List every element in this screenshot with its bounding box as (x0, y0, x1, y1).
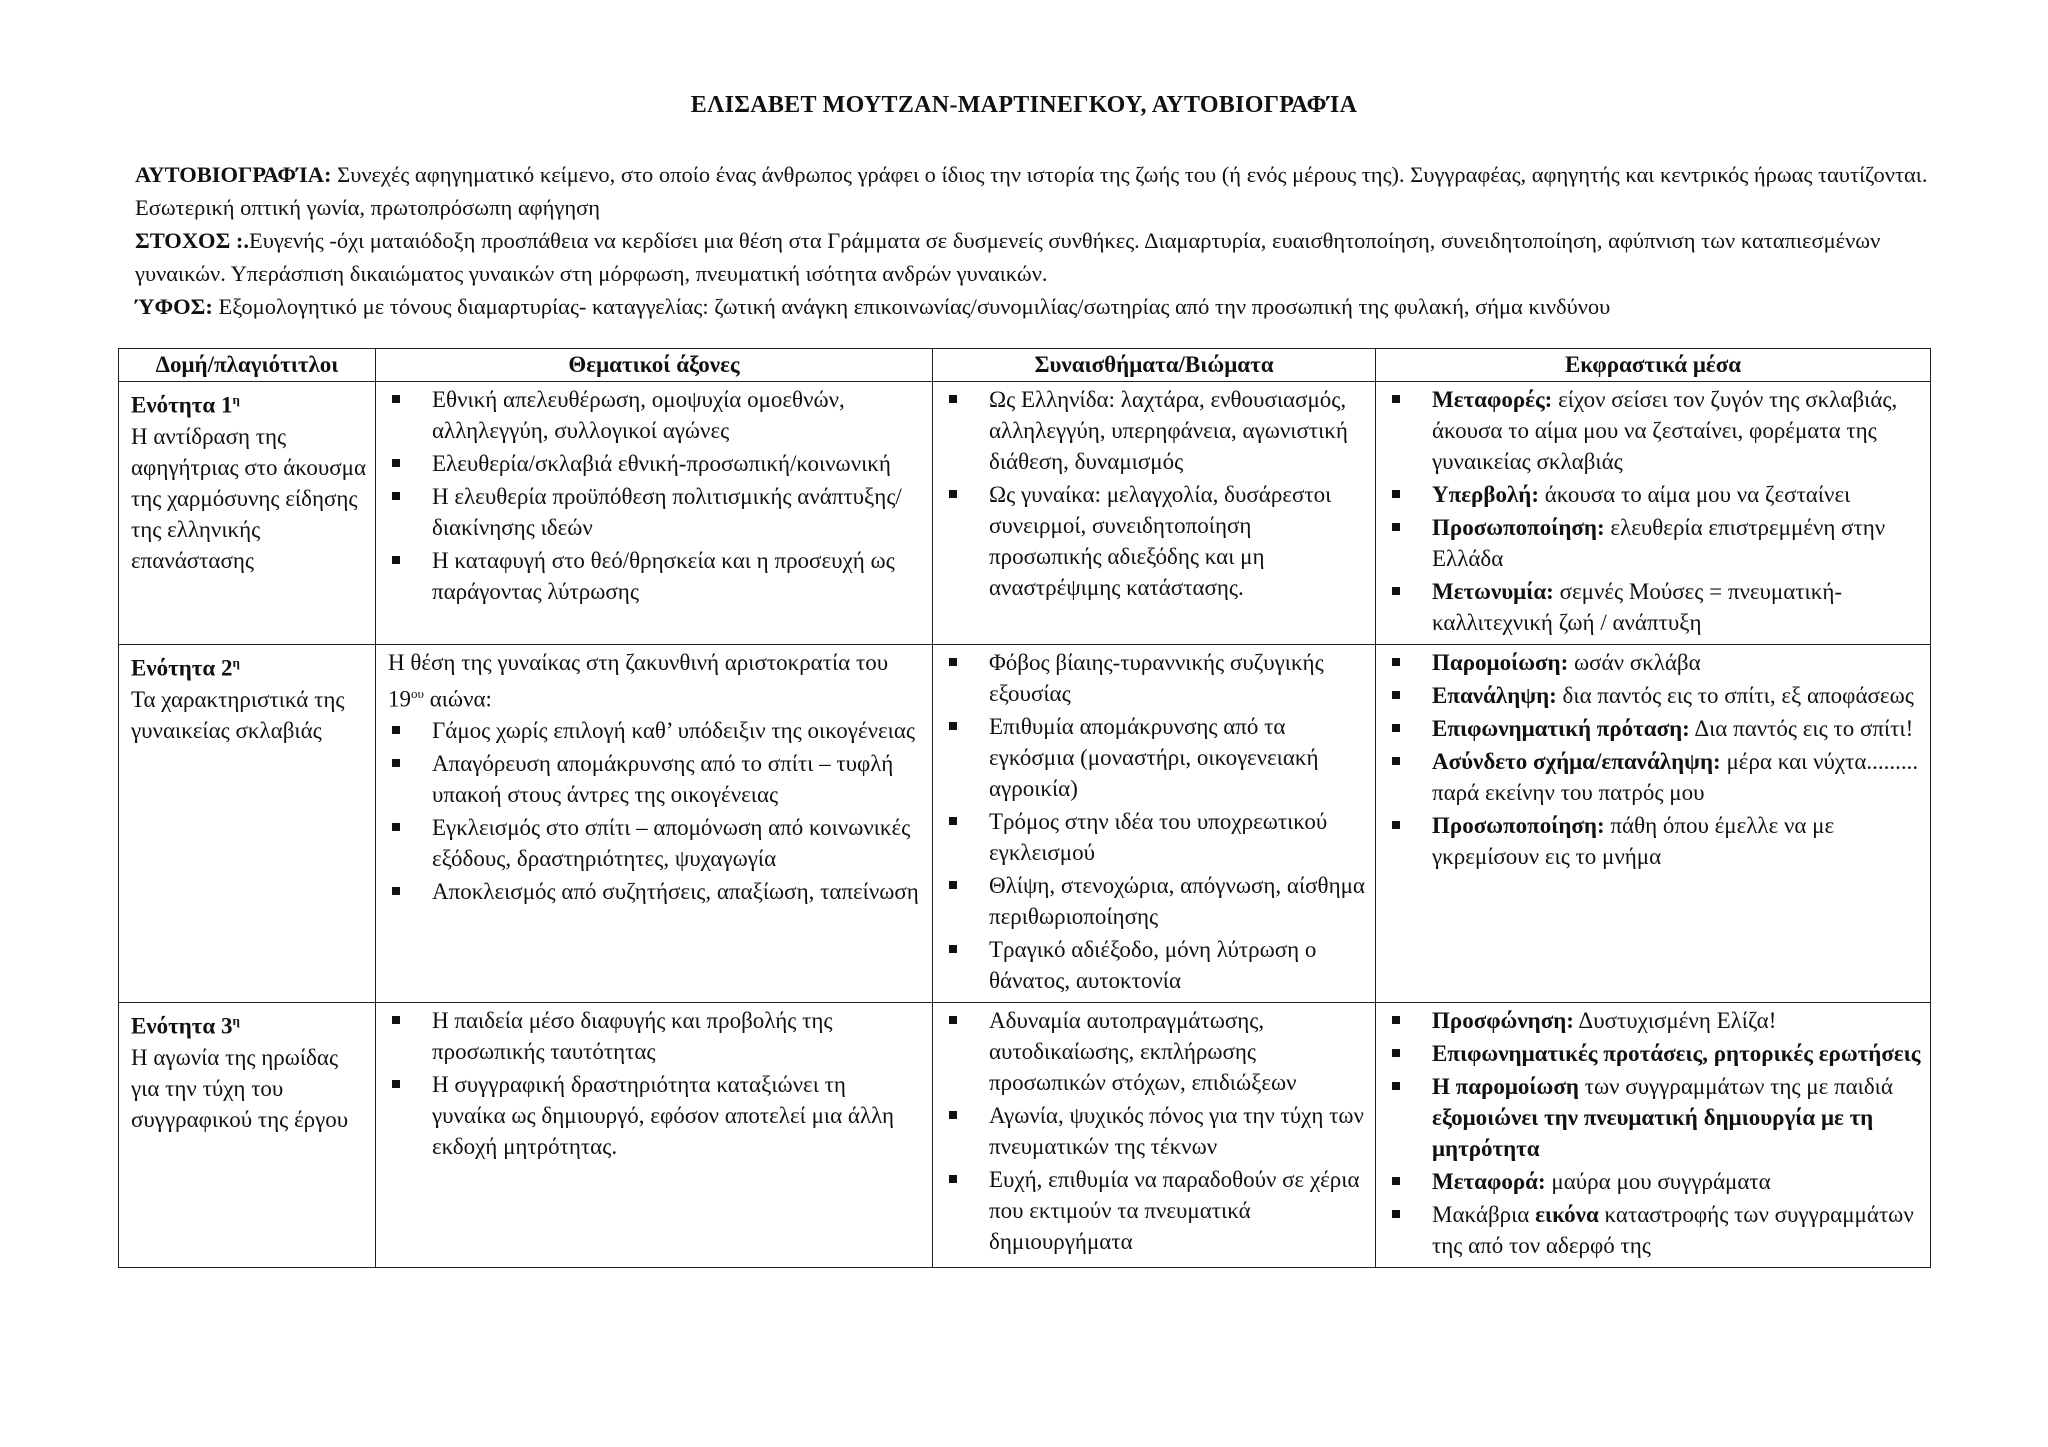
bullet-icon (949, 658, 957, 666)
list-item (1388, 384, 1922, 477)
device-label: Μεταφορά: (1432, 1169, 1546, 1194)
bullet-icon (949, 881, 957, 889)
list-item (945, 647, 1367, 709)
intro-style (135, 290, 1930, 323)
feelings-cell (933, 382, 1376, 645)
theme-text: Η ελευθερία προϋπόθεση πολιτισμικής ανάπτυξης/διακίνησης ιδεών (432, 484, 902, 540)
device-label: Επανάληψη: (1432, 683, 1557, 708)
feelings-cell (933, 1003, 1376, 1268)
device-label: Υπερβολή: (1432, 482, 1539, 507)
themes-list (388, 1005, 924, 1162)
feeling-text: Αγωνία, ψυχικός πόνος για την τύχη των πνευματικών της τέκνων (989, 1103, 1364, 1159)
themes-list (388, 384, 924, 607)
bullet-icon (392, 395, 400, 403)
bullet-icon (949, 395, 957, 403)
bullet-icon (1392, 1016, 1400, 1024)
bullet-icon (1392, 1177, 1400, 1185)
list-item (1388, 1071, 1922, 1164)
section-ordinal: η (232, 655, 240, 670)
list-item (388, 715, 924, 746)
device-text: μαύρα μου συγγράματα (1545, 1169, 1771, 1194)
theme-text: Εθνική απελευθέρωση, ομοψυχία ομοεθνών, αλληλεγγύη, συλλογικοί αγώνες (432, 387, 845, 443)
device-label: Η παρομοίωση (1432, 1074, 1579, 1099)
bullet-icon (949, 490, 957, 498)
bullet-icon (949, 722, 957, 730)
feeling-text: Τρόμος στην ιδέα του υποχρεωτικού εγκλεισμού (989, 809, 1328, 865)
document-title: ΕΛΙΣΑΒΕΤ ΜΟΥΤΖΑΝ-ΜΑΡΤΙΝΕΓΚΟΥ, ΑΥΤΟΒΙΟΓΡΑΦΊΑ (690, 92, 1358, 118)
theme-text: Ελευθερία/σκλαβιά εθνική-προσωπική/κοινωνική (432, 451, 891, 476)
devices-list (1388, 1005, 1922, 1261)
device-emphasis: εξομοιώνει την πνευματική δημιουργία με τη μητρότητα (1432, 1105, 1874, 1161)
bullet-icon (1392, 587, 1400, 595)
theme-text: Γάμος χωρίς επιλογή καθ’ υπόδειξιν της οικογένειας (432, 717, 916, 743)
device-label: Προσωποποίηση: (1432, 813, 1605, 838)
list-item (388, 1005, 924, 1067)
header-devices: Εκφραστικά μέσα (1376, 349, 1931, 382)
device-text: Δια παντός εις το σπίτι! (1689, 716, 1914, 741)
bullet-icon (392, 726, 400, 734)
intro-block (135, 158, 1930, 323)
section-subtitle: Η αγωνία της ηρωίδας για την τύχη του συγγραφικού της έργου (131, 1044, 349, 1132)
list-item (1388, 680, 1922, 711)
bullet-icon (1392, 821, 1400, 829)
list-item (388, 545, 924, 607)
feeling-text: Ως γυναίκα: μελαγχολία, δυσάρεστοι συνειρμοί, συνειδητοποίηση προσωπικής αδιεξόδης και μη αναστρέψιμης κατάστασης. (989, 482, 1332, 600)
list-item (1388, 713, 1922, 744)
list-item (945, 806, 1367, 868)
intro-text: Συνεχές αφηγηματικό κείμενο, στο οποίο ένας άνθρωπος γράφει ο ίδιος την ιστορία της ζωής του (ή ενός μέρους της). Συγγραφέας, αφηγητής και κεντρικός ήρωας ταυτίζονται. Εσωτερική οπτική γωνία, πρωτοπρόσωπη αφήγηση (135, 162, 1928, 220)
section-cell (119, 1003, 376, 1268)
section-subtitle: Η αντίδραση της αφηγήτριας στο άκουσμα της χαρμόσυνης είδησης της ελληνικής επανάστασης (131, 423, 367, 573)
list-item (945, 870, 1367, 932)
device-label: Παρομοίωση: (1432, 650, 1569, 675)
section-title: Ενότητα $1^\eta$ (131, 392, 240, 418)
list-item (945, 711, 1367, 804)
bullet-icon (1392, 523, 1400, 531)
themes-cell (376, 382, 933, 645)
list-item (945, 1005, 1367, 1098)
theme-text: Εγκλεισμός στο σπίτι – απομόνωση από κοινωνικές εξόδους, δραστηριότητες, ψυχαγωγία (432, 814, 911, 871)
theme-text: Η συγγραφική δραστηριότητα καταξιώνει τη γυναίκα ως δημιουργό, εφόσον αποτελεί μια άλλη εκδοχή μητρότητας. (432, 1072, 895, 1159)
table-row (119, 645, 1931, 1003)
theme-text: Η παιδεία μέσο διαφυγής και προβολής της προσωπικής ταυτότητας (432, 1008, 833, 1064)
themes-list (388, 715, 924, 907)
table-body (119, 382, 1931, 1268)
device-text: δια παντός εις το σπίτι, εξ αποφάσεως (1556, 683, 1914, 708)
bullet-icon (949, 945, 957, 953)
bullet-icon (949, 1175, 957, 1183)
device-label: Προσφώνηση: (1432, 1008, 1574, 1033)
feeling-text: Επιθυμία απομάκρυνσης από τα εγκόσμια (μοναστήρι, οικογενειακή αγροικία) (989, 714, 1319, 801)
list-item (945, 384, 1367, 477)
feeling-text: Αδυναμία αυτοπραγμάτωσης, αυτοδικαίωσης, εκπλήρωσης προσωπικών στόχων, επιδιώξεων (989, 1008, 1297, 1095)
bullet-icon (1392, 757, 1400, 765)
list-item (388, 481, 924, 543)
device-label: Ασύνδετο σχήμα/επανάληψη: (1432, 749, 1721, 774)
device-text: είχον σείσει τον ζυγόν της σκλαβιάς, άκουσα το αίμα μου να ζεσταίνει, φορέματα της γυναικείας σκλαβιάς (1432, 387, 1898, 474)
device-label: Επιφωνηματική πρόταση: (1432, 716, 1690, 741)
bullet-icon (392, 1080, 400, 1088)
section-cell (119, 645, 376, 1003)
superscript: ου (411, 686, 424, 701)
bullet-icon (1392, 724, 1400, 732)
bullet-icon (949, 1016, 957, 1024)
list-item (388, 876, 924, 907)
list-item (1388, 647, 1922, 678)
section-subtitle: Τα χαρακτηριστικά της γυναικείας σκλαβιάς (131, 686, 345, 743)
header-structure: Δομή/πλαγιότιτλοι (119, 349, 376, 382)
device-text: μέρα και νύχτα......... παρά εκείνην του πατρός μου (1432, 749, 1919, 805)
list-item (1388, 810, 1922, 872)
list-item (945, 479, 1367, 603)
bullet-icon (949, 1111, 957, 1119)
bullet-icon (1392, 658, 1400, 666)
list-item (1388, 746, 1922, 808)
bullet-icon (1392, 691, 1400, 699)
devices-list (1388, 384, 1922, 638)
devices-cell (1376, 1003, 1931, 1268)
device-text: άκουσα το αίμα μου να ζεσταίνει (1538, 482, 1851, 507)
list-item (1388, 576, 1922, 638)
table-row (119, 382, 1931, 645)
device-label: Μεταφορές: (1432, 387, 1553, 412)
list-item (1388, 1005, 1922, 1036)
device-text: καταστροφής των συγγραμμάτων της από τον αδερφό της (1432, 1202, 1914, 1258)
table-row (119, 1003, 1931, 1268)
intro-text: Εξομολογητικό με τόνους διαμαρτυρίας- καταγγελίας: ζωτική ανάγκη επικοινωνίας/συνομιλίας/σωτηρίας από την προσωπική της φυλακή, σήμα κινδύνου (212, 294, 1611, 319)
intro-goal (135, 224, 1930, 290)
list-item (1388, 1166, 1922, 1197)
bullet-icon (392, 823, 400, 831)
list-item (388, 748, 924, 810)
list-item (388, 1069, 924, 1162)
bullet-icon (1392, 1049, 1400, 1057)
device-text: σεμνές Μούσες = πνευματική-καλλιτεχνική ζωή / ανάπτυξη (1432, 579, 1843, 635)
feeling-text: Τραγικό αδιέξοδο, μόνη λύτρωση ο θάνατος, αυτοκτονία (989, 937, 1317, 993)
list-item (1388, 479, 1922, 510)
device-text: των συγγραμμάτων της με παιδιά (1578, 1074, 1893, 1099)
feeling-text: Ως Ελληνίδα: λαχτάρα, ενθουσιασμός, αλληλεγγύη, υπερηφάνεια, αγωνιστική διάθεση, δυναμισμός (989, 387, 1348, 474)
feelings-cell (933, 645, 1376, 1003)
intro-label: ΎΦΟΣ: (135, 294, 213, 319)
analysis-table (118, 348, 1931, 1268)
list-item (945, 934, 1367, 996)
list-item (1388, 512, 1922, 574)
device-label: Επιφωνηματικές προτάσεις, ρητορικές ερωτήσεις (1432, 1041, 1921, 1066)
device-label: Προσωποποίηση: (1432, 515, 1605, 540)
intro-label: ΑΥΤΟΒΙΟΓΡΑΦΊΑ: (135, 162, 332, 187)
intro-label: ΣΤΟΧΟΣ :. (135, 228, 250, 253)
table-header-row (119, 349, 1931, 382)
devices-cell (1376, 645, 1931, 1003)
feelings-list (945, 384, 1367, 603)
bullet-icon (392, 492, 400, 500)
themes-cell (376, 1003, 933, 1268)
devices-list (1388, 647, 1922, 872)
list-item (945, 1100, 1367, 1162)
device-text: ωσάν σκλάβα (1568, 650, 1701, 675)
device-label: εικόνα (1535, 1202, 1599, 1227)
feelings-list (945, 1005, 1367, 1257)
bullet-icon (1392, 1210, 1400, 1218)
theme-text: Η καταφυγή στο θεό/θρησκεία και η προσευχή ως παράγοντας λύτρωσης (432, 548, 895, 604)
device-label: Μετωνυμία: (1432, 579, 1554, 604)
theme-text: Απαγόρευση απομάκρυνσης από το σπίτι – τυφλή υπακοή στους άντρες της οικογένειας (432, 750, 894, 807)
bullet-icon (392, 759, 400, 767)
intro-autobiography (135, 158, 1930, 224)
bullet-icon (392, 556, 400, 564)
section-title: Ενότητα $3^\eta$ (131, 1013, 240, 1039)
devices-cell (1376, 382, 1931, 645)
bullet-icon (1392, 490, 1400, 498)
feeling-text: Ευχή, επιθυμία να παραδοθούν σε χέρια που εκτιμούν τα πνευματικά δημιουργήματα (989, 1167, 1360, 1254)
header-feelings: Συναισθήματα/Βιώματα (933, 349, 1376, 382)
bullet-icon (1392, 1082, 1400, 1090)
intro-text: Ευγενής -όχι ματαιόδοξη προσπάθεια να κερδίσει μια θέση στα Γράμματα σε δυσμενείς συνθήκες. Διαμαρτυρία, ευαισθητοποίηση, συνειδητοποίηση, αφύπνιση των καταπιεσμένων γυναικών. Υπεράσπιση δικαιώματος γυναικών στη μόρφωση, πνευματική ισότητα ανδρών γυναικών. (135, 228, 1881, 286)
bullet-icon (949, 817, 957, 825)
feeling-text: Θλίψη, στενοχώρια, απόγνωση, αίσθημα περιθωριοποίησης (989, 873, 1365, 929)
bullet-icon (392, 1016, 400, 1024)
device-text: ελευθερία επιστρεμμένη στην Ελλάδα (1432, 515, 1886, 571)
section-cell (119, 382, 376, 645)
list-item (945, 1164, 1367, 1257)
themes-cell (376, 645, 933, 1003)
list-item (388, 448, 924, 479)
feelings-list (945, 647, 1367, 996)
header-themes: Θεματικοί άξονες (376, 349, 933, 382)
device-text: Δυστυχισμένη Ελίζα! (1573, 1008, 1777, 1033)
device-text: Μακάβρια (1432, 1202, 1536, 1227)
feeling-text: Φόβος βίαιης-τυραννικής συζυγικής εξουσίας (989, 650, 1324, 706)
section-ordinal: η (232, 1013, 240, 1028)
bullet-icon (1392, 395, 1400, 403)
section-title: Ενότητα $2^\eta$ (131, 655, 240, 681)
list-item (1388, 1199, 1922, 1261)
bullet-icon (392, 459, 400, 467)
themes-lead: Η θέση της γυναίκας στη ζακυνθινή αριστοκρατία του $19^{o\upsilon}$ αιώνα: (388, 650, 889, 712)
theme-text: Αποκλεισμός από συζητήσεις, απαξίωση, ταπείνωση (432, 878, 919, 904)
device-text: πάθη όπου έμελλε να με γκρεμίσουν εις το μνήμα (1432, 813, 1835, 869)
list-item (388, 384, 924, 446)
list-item (388, 812, 924, 874)
section-ordinal: η (232, 392, 240, 407)
list-item (1388, 1038, 1922, 1069)
bullet-icon (392, 887, 400, 895)
